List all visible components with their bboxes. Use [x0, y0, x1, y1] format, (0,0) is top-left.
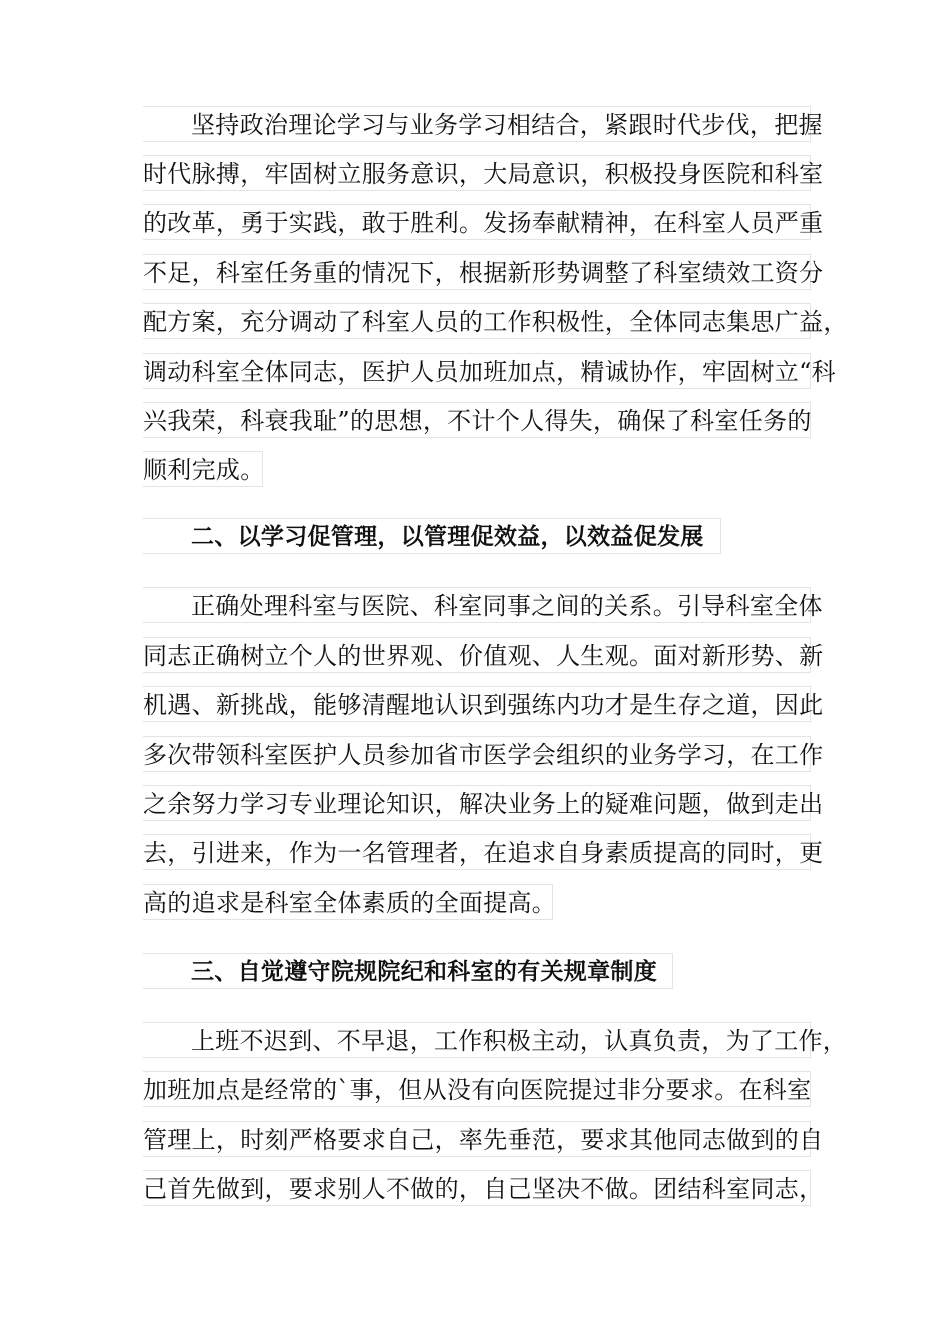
paragraph-1-line-3: 的改革，勇于实践，敢于胜利。发扬奉献精神，在科室人员严重: [143, 204, 811, 240]
section-heading-2: 二、以学习促管理，以管理促效益，以效益促发展: [143, 518, 721, 554]
paragraph-2-line-4: 多次带领科室医护人员参加省市医学会组织的业务学习，在工作: [143, 736, 811, 772]
paragraph-1-line-2: 时代脉搏，牢固树立服务意识，大局意识，积极投身医院和科室: [143, 155, 811, 191]
paragraph-2-line-3: 机遇、新挑战，能够清醒地认识到强练内功才是生存之道，因此: [143, 686, 811, 722]
paragraph-3-line-3: 管理上，时刻严格要求自己，率先垂范，要求其他同志做到的自: [143, 1121, 811, 1157]
paragraph-1-line-1: 坚持政治理论学习与业务学习相结合，紧跟时代步伐，把握: [143, 106, 811, 142]
paragraph-1-line-7: 兴我荣，科衰我耻”的思想，不计个人得失，确保了科室任务的: [143, 402, 811, 438]
section-heading-3: 三、自觉遵守院规院纪和科室的有关规章制度: [143, 953, 673, 989]
paragraph-2-line-5: 之余努力学习专业理论知识，解决业务上的疑难问题，做到走出: [143, 785, 811, 821]
paragraph-3-line-4: 己首先做到，要求别人不做的，自己坚决不做。团结科室同志，: [143, 1170, 811, 1206]
paragraph-3-line-1: 上班不迟到、不早退，工作积极主动，认真负责，为了工作，: [143, 1022, 811, 1058]
paragraph-2-line-2: 同志正确树立个人的世界观、价值观、人生观。面对新形势、新: [143, 637, 811, 673]
paragraph-2-line-1: 正确处理科室与医院、科室同事之间的关系。引导科室全体: [143, 587, 811, 623]
paragraph-2-line-7: 高的追求是科室全体素质的全面提高。: [143, 884, 553, 920]
paragraph-1-line-5: 配方案，充分调动了科室人员的工作积极性，全体同志集思广益，: [143, 303, 811, 339]
paragraph-2-line-6: 去，引进来，作为一名管理者，在追求自身素质提高的同时，更: [143, 834, 811, 870]
paragraph-3-line-2: 加班加点是经常的`事，但从没有向医院提过非分要求。在科室: [143, 1071, 811, 1107]
paragraph-1-line-6: 调动科室全体同志，医护人员加班加点，精诚协作，牢固树立“科: [143, 353, 811, 389]
paragraph-1-line-4: 不足，科室任务重的情况下，根据新形势调整了科室绩效工资分: [143, 254, 811, 290]
paragraph-1-line-8: 顺利完成。: [143, 451, 263, 487]
